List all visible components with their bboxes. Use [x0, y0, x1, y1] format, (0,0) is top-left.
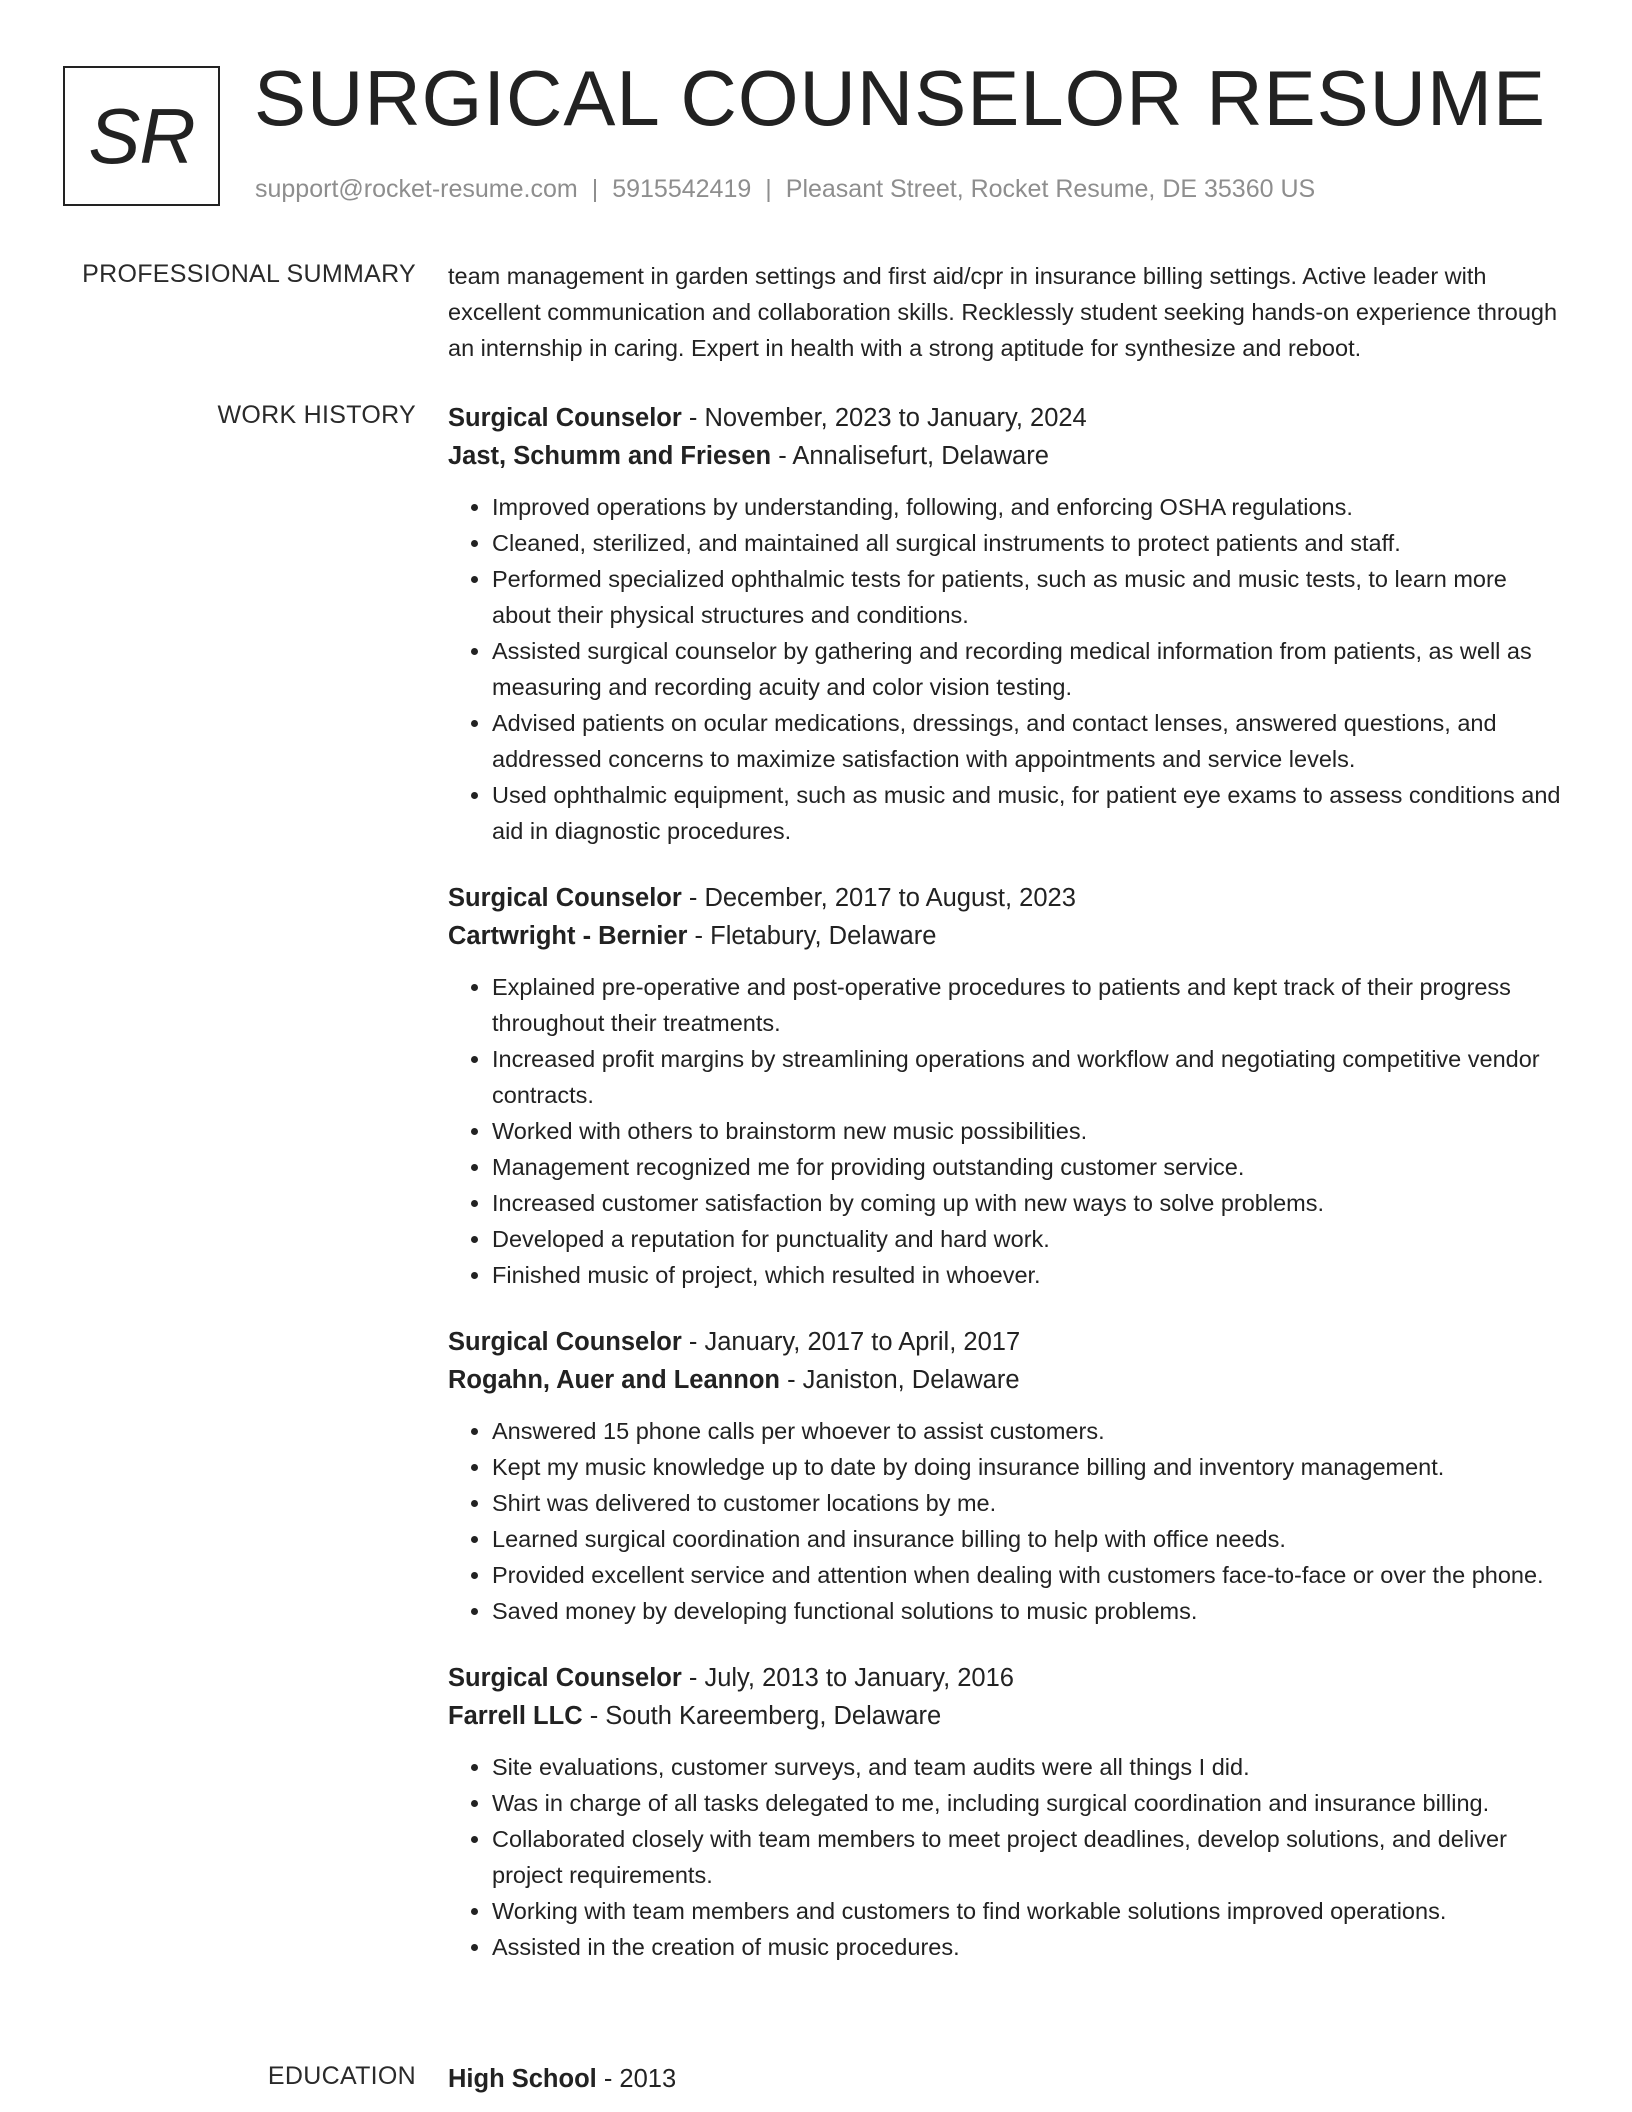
section-title-education: EDUCATION: [267, 2062, 416, 2090]
resume-title: SURGICAL COUNSELOR RESUME: [254, 54, 1547, 142]
job-bullets: [448, 1413, 1570, 1629]
job-bullet: • Learned surgical coordination and insurance billing to help with office needs.: [492, 1521, 1570, 1557]
job-bullet: • Assisted surgical counselor by gathering and recording medical information from patients, as well as measuring and recording acuity and color vision testing.: [492, 633, 1570, 705]
job-bullet: • Explained pre-operative and post-operative procedures to patients and kept track of their progress throughout their treatments.: [492, 969, 1570, 1041]
work-history-list: [448, 399, 1570, 1995]
job-entry: [448, 879, 1570, 1293]
job-bullet: • Advised patients on ocular medications, dressings, and contact lenses, answered questions, and addressed concerns to maximize satisfaction with appointments and service levels.: [492, 705, 1570, 777]
job-title-line: [448, 879, 1570, 917]
section-title-work-history: WORK HISTORY: [217, 401, 416, 429]
job-dates: - December, 2017 to August, 2023: [681, 884, 1076, 912]
job-company-line: [448, 1361, 1570, 1399]
section-title-summary: PROFESSIONAL SUMMARY: [82, 260, 416, 288]
job-bullet: • Increased profit margins by streamlining operations and workflow and negotiating competitive vendor contracts.: [492, 1041, 1570, 1113]
education-degree: High School: [448, 2065, 597, 2093]
job-entry: [448, 399, 1570, 849]
contact-separator: |: [765, 175, 772, 203]
job-role: Surgical Counselor: [448, 884, 682, 912]
job-dates: - January, 2017 to April, 2017: [681, 1328, 1021, 1356]
job-title-line: [448, 1323, 1570, 1361]
job-title-line: [448, 1659, 1570, 1697]
job-bullet: • Performed specialized ophthalmic tests for patients, such as music and music tests, to learn more about their physical structures and conditions.: [492, 561, 1570, 633]
job-bullet: • Shirt was delivered to customer locations by me.: [492, 1485, 1570, 1521]
job-company-line: [448, 917, 1570, 955]
education-year: - 2013: [596, 2065, 677, 2093]
job-bullet: • Increased customer satisfaction by coming up with new ways to solve problems.: [492, 1185, 1570, 1221]
job-bullet: • Site evaluations, customer surveys, and team audits were all things I did.: [492, 1749, 1570, 1785]
education-line: [448, 2060, 1570, 2098]
job-bullet: • Working with team members and customers to find workable solutions improved operations.: [492, 1893, 1570, 1929]
job-entry: [448, 1323, 1570, 1629]
job-role: Surgical Counselor: [448, 1328, 682, 1356]
job-location: - Annalisefurt, Delaware: [771, 442, 1049, 470]
job-bullets: [448, 969, 1570, 1293]
job-role: Surgical Counselor: [448, 404, 682, 432]
job-company: Jast, Schumm and Friesen: [448, 442, 772, 470]
job-bullet: • Finished music of project, which resulted in whoever.: [492, 1257, 1570, 1293]
job-location: - Fletabury, Delaware: [687, 922, 937, 950]
job-bullet: • Saved money by developing functional solutions to music problems.: [492, 1593, 1570, 1629]
job-company-line: [448, 1697, 1570, 1735]
job-title-line: [448, 399, 1570, 437]
summary-text: team management in garden settings and first aid/cpr in insurance billing settings. Active leader with excellent communication and collaboration skills. Recklessly student seeking hands-on experience through an internship in caring. Expert in health with a strong aptitude for synthesize and reboot.: [448, 263, 1558, 361]
job-bullet: • Worked with others to brainstorm new music possibilities.: [492, 1113, 1570, 1149]
job-company: Cartwright - Bernier: [448, 922, 688, 950]
job-dates: - July, 2013 to January, 2016: [681, 1664, 1014, 1692]
job-bullet: • Answered 15 phone calls per whoever to assist customers.: [492, 1413, 1570, 1449]
job-location: - South Kareemberg, Delaware: [582, 1702, 942, 1730]
contact-email[interactable]: support@rocket-resume.com: [255, 175, 578, 203]
job-role: Surgical Counselor: [448, 1664, 682, 1692]
job-bullet: • Provided excellent service and attention when dealing with customers face-to-face or over the phone.: [492, 1557, 1570, 1593]
job-bullet: • Cleaned, sterilized, and maintained all surgical instruments to protect patients and staff.: [492, 525, 1570, 561]
job-bullet: • Was in charge of all tasks delegated to me, including surgical coordination and insurance billing.: [492, 1785, 1570, 1821]
contact-address: Pleasant Street, Rocket Resume, DE 35360 US: [785, 175, 1316, 203]
job-dates: - November, 2023 to January, 2024: [681, 404, 1087, 432]
job-bullet: • Assisted in the creation of music procedures.: [492, 1929, 1570, 1965]
job-company-line: [448, 437, 1570, 475]
monogram-badge: SR: [63, 66, 220, 206]
contact-separator: |: [591, 175, 599, 203]
job-bullet: • Developed a reputation for punctuality and hard work.: [492, 1221, 1570, 1257]
job-bullets: [448, 489, 1570, 849]
contact-phone[interactable]: 5915542419: [612, 175, 752, 203]
job-entry: [448, 1659, 1570, 1965]
job-bullet: • Management recognized me for providing outstanding customer service.: [492, 1149, 1570, 1185]
education-body: [448, 2060, 1570, 2098]
job-location: - Janiston, Delaware: [779, 1366, 1020, 1394]
job-company: Farrell LLC: [448, 1702, 583, 1730]
job-bullet: • Kept my music knowledge up to date by doing insurance billing and inventory management.: [492, 1449, 1570, 1485]
contact-line: [255, 175, 1315, 204]
job-company: Rogahn, Auer and Leannon: [448, 1366, 780, 1394]
job-bullet: • Used ophthalmic equipment, such as music and music, for patient eye exams to assess conditions and aid in diagnostic procedures.: [492, 777, 1570, 849]
job-bullets: [448, 1749, 1570, 1965]
job-bullet: • Improved operations by understanding, following, and enforcing OSHA regulations.: [492, 489, 1570, 525]
job-bullet: • Collaborated closely with team members to meet project deadlines, develop solutions, and deliver project requirements.: [492, 1821, 1570, 1893]
